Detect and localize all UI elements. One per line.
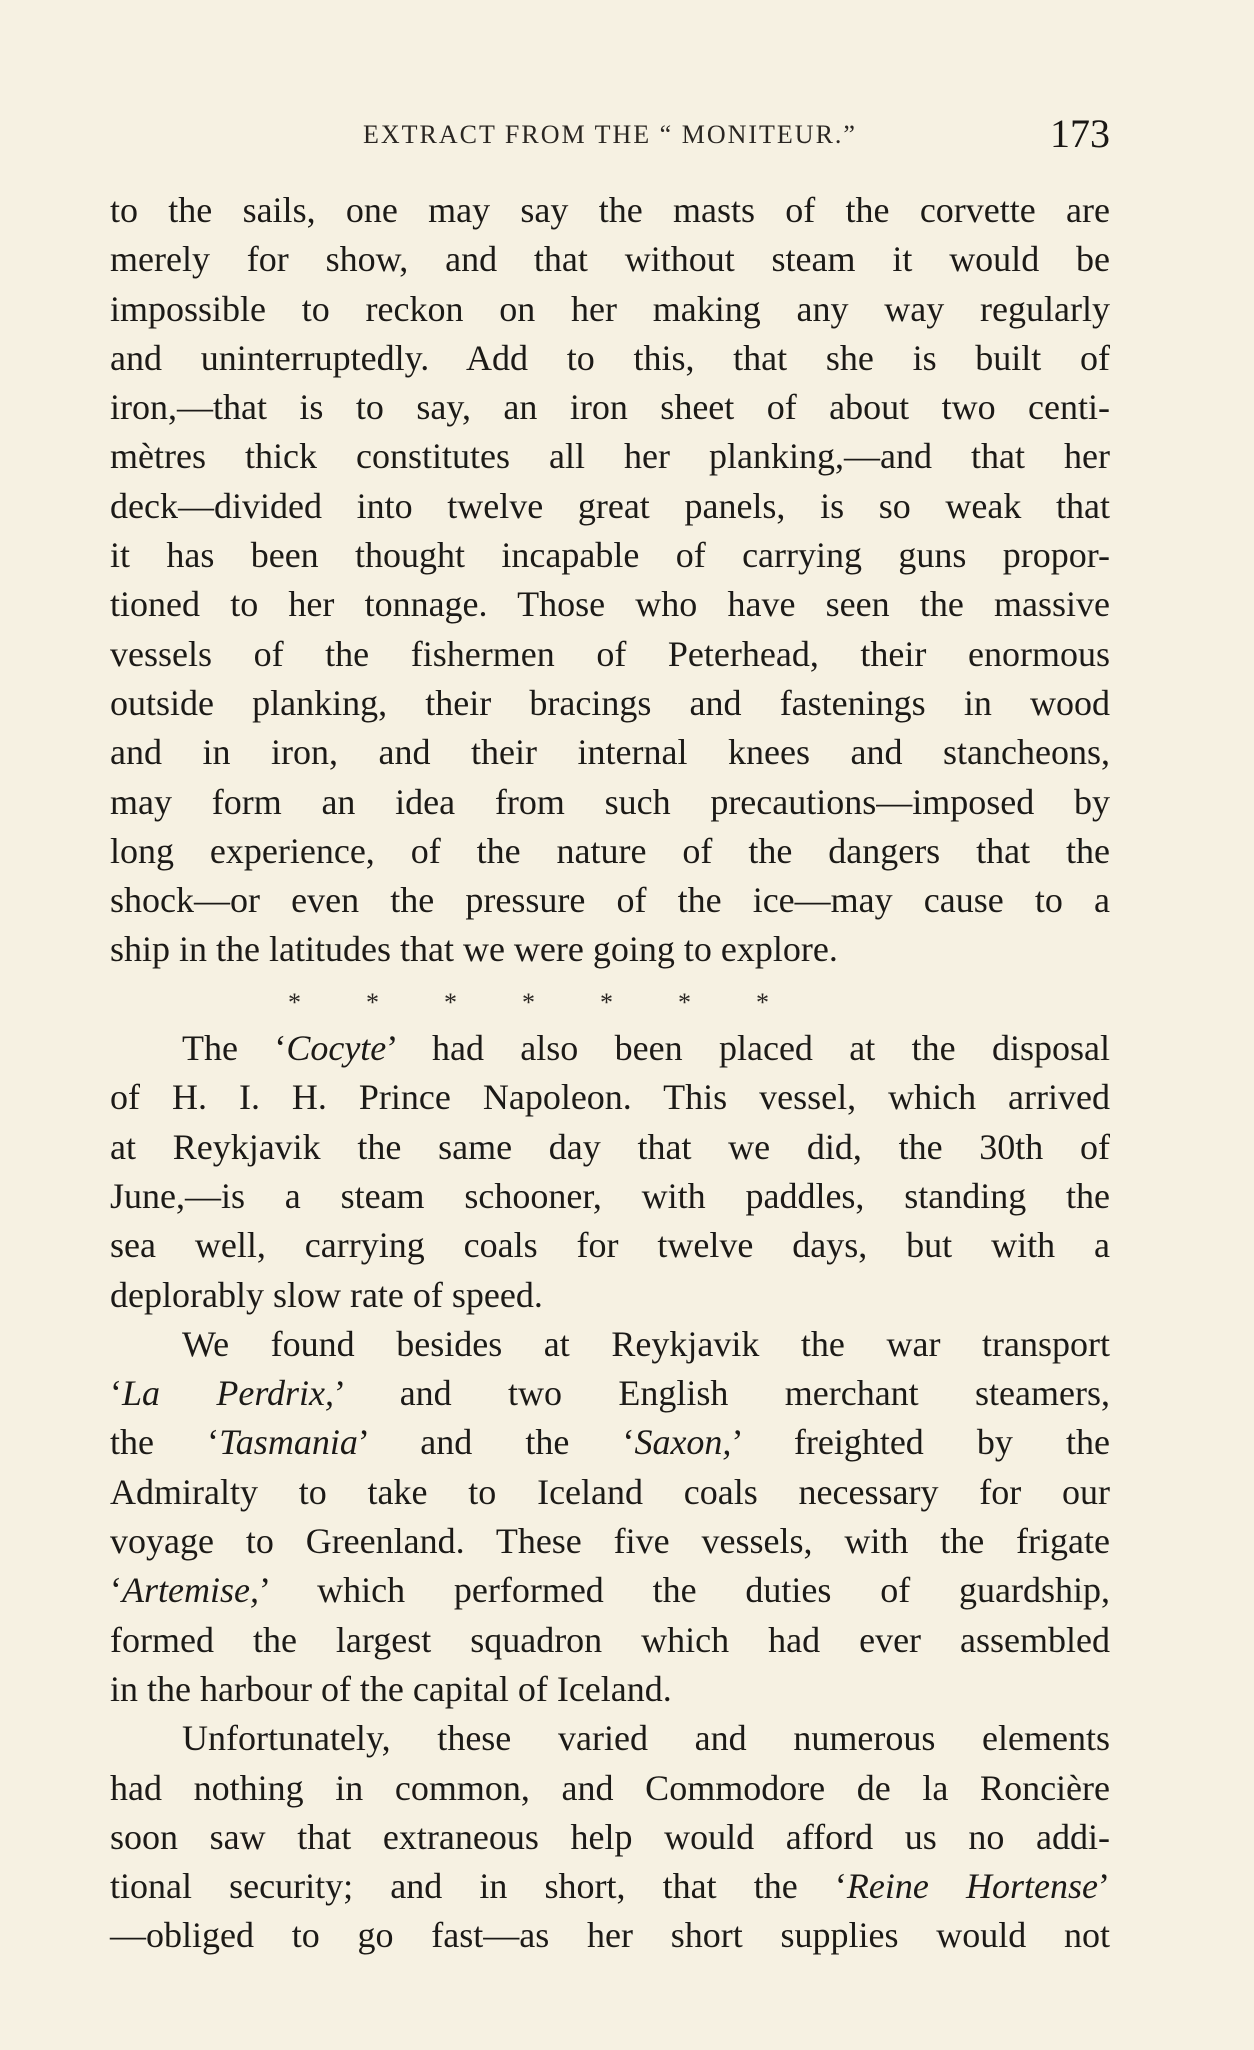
text-line	[110, 1369, 1110, 1418]
text-line: mètres thick constitutes all her planking,—and that her	[110, 436, 1110, 477]
ship-name: Cocyte	[286, 1028, 387, 1069]
text-line: Unfortunately, these varied and numerous elements	[182, 1718, 1110, 1759]
text-line: merely for show, and that without steam it would be	[110, 239, 1110, 280]
text-run: ’ and the ‘	[357, 1422, 635, 1463]
separator-asterisk: *	[600, 987, 613, 1017]
ship-name: Saxon,	[634, 1422, 732, 1463]
text-line: and in iron, and their internal knees and stancheons,	[110, 732, 1110, 773]
text-line: at Reykjavik the same day that we did, the 30th of	[110, 1126, 1110, 1167]
text-line: We found besides at Reykjavik the war transport	[182, 1323, 1110, 1364]
text-run: The ‘	[182, 1028, 287, 1069]
text-line: of H. I. H. Prince Napoleon. This vessel, which arrived	[110, 1077, 1110, 1118]
text-line: formed the largest squadron which had ever assembled	[110, 1619, 1110, 1660]
text-run: ‘	[110, 1373, 122, 1414]
running-head: EXTRACT FROM THE “ MONITEUR.”	[363, 120, 857, 149]
paragraph-1	[110, 186, 1110, 975]
paragraph-4	[110, 1714, 1110, 1960]
text-run: ‘	[110, 1570, 122, 1611]
paragraph-3	[110, 1320, 1110, 1714]
ship-name: Artemise,	[122, 1570, 259, 1611]
text-line: impossible to reckon on her making any way regularly	[110, 288, 1110, 329]
text-line: it has been thought incapable of carrying guns propor-	[110, 535, 1110, 576]
ship-name: Reine Hortense	[846, 1866, 1098, 1907]
text-run: tional security; and in short, that the ‘	[110, 1866, 847, 1907]
text-line: sea well, carrying coals for twelve days, but with a	[110, 1225, 1110, 1266]
page-header	[110, 112, 1110, 156]
text-line: and uninterruptedly. Add to this, that she is built of	[110, 337, 1110, 378]
text-run: ’ which performed the duties of guardship,	[258, 1570, 1110, 1611]
text-line: June,—is a steam schooner, with paddles, standing the	[110, 1175, 1110, 1216]
paragraph-2	[110, 1024, 1110, 1320]
text-run: ’	[1097, 1866, 1110, 1907]
text-line: vessels of the fishermen of Peterhead, their enormous	[110, 633, 1110, 674]
text-line: shock—or even the pressure of the ice—may cause to a	[110, 880, 1110, 921]
text-line: voyage to Greenland. These five vessels, with the frigate	[110, 1521, 1110, 1562]
text-line: soon saw that extraneous help would afford us no addi-	[110, 1816, 1110, 1857]
text-line: long experience, of the nature of the dangers that the	[110, 830, 1110, 871]
text-line: to the sails, one may say the masts of the corvette are	[110, 190, 1110, 230]
text-line: deck—divided into twelve great panels, is so weak that	[110, 485, 1110, 526]
separator-asterisk: *	[756, 987, 769, 1017]
text-line: ship in the latitudes that we were going to explore.	[110, 929, 838, 970]
text-run: ’ and two English merchant steamers,	[334, 1373, 1110, 1414]
ship-name: La Perdrix,	[122, 1373, 335, 1414]
text-line	[110, 1418, 1110, 1467]
text-line	[110, 1024, 1110, 1073]
text-line: Admiralty to take to Iceland coals necessary for our	[110, 1471, 1110, 1512]
text-line: deplorably slow rate of speed.	[110, 1274, 543, 1315]
text-line	[110, 1566, 1110, 1615]
body-text	[110, 186, 1110, 1961]
separator-asterisk: *	[444, 987, 457, 1017]
separator-asterisk: *	[288, 987, 301, 1017]
text-line: outside planking, their bracings and fastenings in wood	[110, 682, 1110, 723]
separator-asterisk: *	[366, 987, 379, 1017]
text-run: the ‘	[110, 1422, 220, 1463]
text-run: ’ freighted by the	[731, 1422, 1111, 1463]
section-separator	[110, 975, 1110, 1024]
ship-name: Tasmania	[219, 1422, 358, 1463]
text-run: ’ had also been placed at the disposal	[386, 1028, 1110, 1069]
separator-asterisk: *	[522, 987, 535, 1017]
separator-asterisk: *	[678, 987, 691, 1017]
page-number: 173	[1050, 111, 1110, 156]
text-line: may form an idea from such precautions—imposed by	[110, 781, 1110, 822]
text-line: iron,—that is to say, an iron sheet of about two centi-	[110, 387, 1110, 428]
text-line: in the harbour of the capital of Iceland.	[110, 1668, 672, 1709]
text-line: —obliged to go fast—as her short supplies would not	[110, 1915, 1110, 1956]
text-line	[110, 1862, 1110, 1911]
text-line: had nothing in common, and Commodore de la Roncière	[110, 1767, 1110, 1808]
text-line: tioned to her tonnage. Those who have seen the massive	[110, 584, 1110, 625]
